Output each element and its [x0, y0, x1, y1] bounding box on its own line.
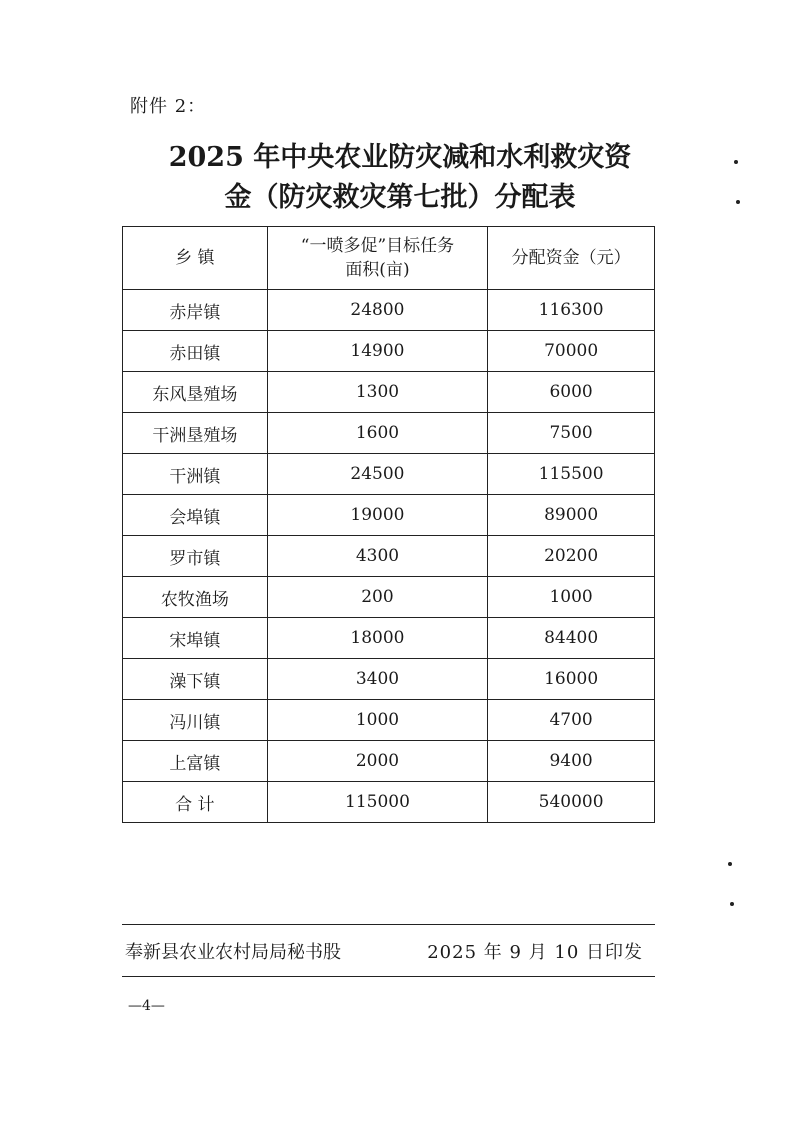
table-row	[123, 577, 655, 618]
cell-allocated-funds: 70000	[488, 331, 655, 372]
cell-target-area: 19000	[267, 495, 488, 536]
footer-divider-top	[122, 924, 655, 925]
allocation-table	[122, 226, 655, 823]
cell-allocated-funds: 1000	[488, 577, 655, 618]
cell-allocated-funds: 20200	[488, 536, 655, 577]
cell-town: 赤田镇	[123, 331, 268, 372]
header-target-area	[267, 227, 488, 290]
cell-town: 干洲垦殖场	[123, 413, 268, 454]
cell-town: 农牧渔场	[123, 577, 268, 618]
table-row	[123, 741, 655, 782]
cell-town: 上富镇	[123, 741, 268, 782]
table-body	[123, 290, 655, 782]
document-title-line-1: 2025 年中央农业防灾减和水利救灾资	[168, 142, 632, 173]
footer-divider-bottom	[122, 976, 655, 977]
table-row	[123, 700, 655, 741]
cell-target-area: 4300	[267, 536, 488, 577]
cell-target-area: 200	[267, 577, 488, 618]
total-label: 合 计	[123, 782, 268, 823]
total-area: 115000	[267, 782, 488, 823]
cell-allocated-funds: 6000	[488, 372, 655, 413]
cell-target-area: 24800	[267, 290, 488, 331]
cell-allocated-funds: 9400	[488, 741, 655, 782]
scan-speck	[728, 862, 732, 866]
cell-allocated-funds: 116300	[488, 290, 655, 331]
cell-town: 宋埠镇	[123, 618, 268, 659]
cell-target-area: 1000	[267, 700, 488, 741]
cell-allocated-funds: 89000	[488, 495, 655, 536]
total-funds: 540000	[488, 782, 655, 823]
cell-target-area: 14900	[267, 331, 488, 372]
cell-allocated-funds: 4700	[488, 700, 655, 741]
cell-town: 澡下镇	[123, 659, 268, 700]
cell-target-area: 3400	[267, 659, 488, 700]
table-row	[123, 331, 655, 372]
cell-town: 干洲镇	[123, 454, 268, 495]
cell-allocated-funds: 115500	[488, 454, 655, 495]
table-row	[123, 659, 655, 700]
cell-target-area: 18000	[267, 618, 488, 659]
scan-speck	[730, 902, 734, 906]
cell-town: 冯川镇	[123, 700, 268, 741]
header-allocated-funds: 分配资金（元）	[488, 227, 655, 290]
cell-town: 会埠镇	[123, 495, 268, 536]
cell-target-area: 1600	[267, 413, 488, 454]
scan-speck	[734, 160, 738, 164]
cell-town: 赤岸镇	[123, 290, 268, 331]
cell-allocated-funds: 16000	[488, 659, 655, 700]
issue-date: 2025 年 9 月 10 日印发	[427, 942, 643, 963]
attachment-label: 附件 2：	[130, 96, 207, 117]
cell-allocated-funds: 7500	[488, 413, 655, 454]
cell-town: 罗市镇	[123, 536, 268, 577]
scan-speck	[736, 200, 740, 204]
cell-target-area: 1300	[267, 372, 488, 413]
cell-town: 东风垦殖场	[123, 372, 268, 413]
cell-allocated-funds: 84400	[488, 618, 655, 659]
cell-target-area: 2000	[267, 741, 488, 782]
table-row	[123, 372, 655, 413]
header-target-area-line-1: “一喷多促”目标任务	[300, 236, 455, 256]
table-row	[123, 290, 655, 331]
table-row	[123, 413, 655, 454]
issuing-office: 奉新县农业农村局局秘书股	[125, 942, 341, 963]
total-row	[123, 782, 655, 823]
table-header-row	[123, 227, 655, 290]
table-row	[123, 454, 655, 495]
header-target-area-line-2: 面积(亩)	[345, 260, 410, 280]
header-town: 乡 镇	[123, 227, 268, 290]
table-row	[123, 536, 655, 577]
document-title-line-2: 金（防灾救灾第七批）分配表	[224, 182, 576, 213]
table-row	[123, 618, 655, 659]
page-number: —4—	[128, 998, 165, 1014]
table-row	[123, 495, 655, 536]
cell-target-area: 24500	[267, 454, 488, 495]
